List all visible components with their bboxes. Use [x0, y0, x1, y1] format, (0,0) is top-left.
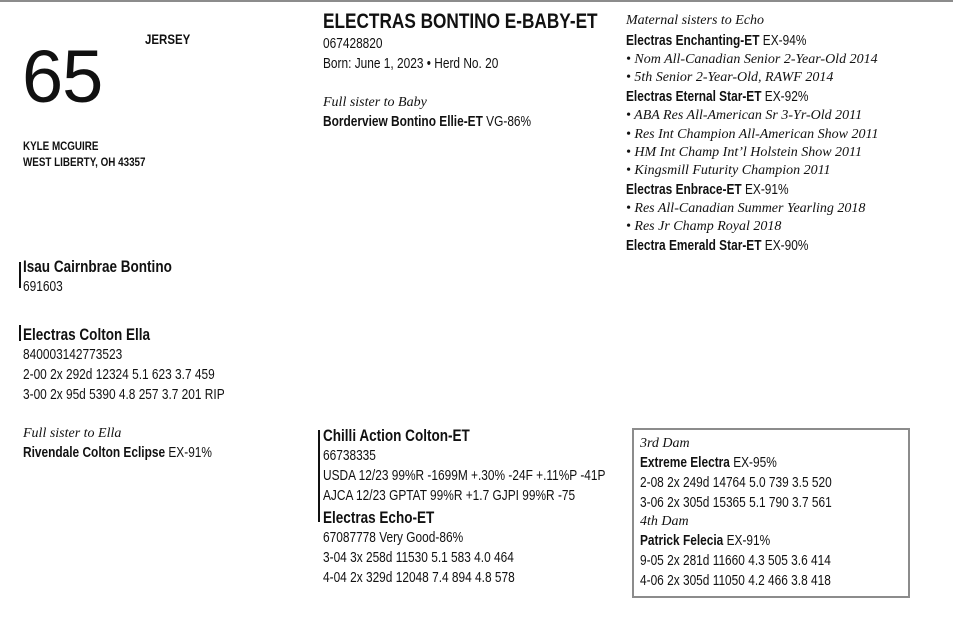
- dam-record-2: 3-00 2x 95d 5390 4.8 257 3.7 201 RIP: [23, 387, 225, 403]
- maternal-sister-3-note-1: • Res All-Canadian Summer Yearling 2018: [626, 201, 866, 216]
- dam-bracket: [19, 325, 21, 341]
- maternal-sister-3: [626, 180, 789, 200]
- maternal-sister-4: [626, 236, 808, 256]
- maternal-sister-1-name: Electras Enchanting-ET: [626, 33, 760, 49]
- consignor-location: WEST LIBERTY, OH 43357: [23, 155, 146, 169]
- maternal-sister-3-note-2: • Res Jr Champ Royal 2018: [626, 219, 782, 234]
- third-dam-line: [640, 453, 777, 473]
- mgs-reg: 66738335: [323, 448, 376, 464]
- fourth-dam-line: [640, 531, 770, 551]
- mgs-ajca: AJCA 12/23 GPTAT 99%R +1.7 GJPI 99%R -75: [323, 488, 576, 504]
- full-sister-ella-name: Rivendale Colton Eclipse: [23, 445, 166, 461]
- maternal-sister-2-note-1: • ABA Res All-American Sr 3-Yr-Old 2011: [626, 108, 863, 123]
- maternal-sister-4-grade: EX-90%: [761, 238, 809, 254]
- full-sister-ella-line: [23, 443, 212, 463]
- mgs-usda: USDA 12/23 99%R -1699M +.30% -24F +.11%P -41P: [323, 468, 606, 484]
- maternal-sister-2-note-2: • Res Int Champion All-American Show 2011: [626, 127, 879, 142]
- full-sister-baby-grade: VG-86%: [482, 114, 532, 130]
- third-dam-name: Extreme Electra: [640, 455, 730, 471]
- fourth-dam-name: Patrick Felecia: [640, 533, 724, 549]
- mgs-bracket: [318, 430, 320, 522]
- full-sister-ella-grade: EX-91%: [165, 445, 212, 461]
- animal-reg: 067428820: [323, 36, 383, 52]
- fourth-dam-record-1: 9-05 2x 281d 11660 4.3 505 3.6 414: [640, 553, 831, 569]
- maternal-sister-4-name: Electra Emerald Star-ET: [626, 238, 762, 254]
- third-dam-grade: EX-95%: [729, 455, 777, 471]
- sire-reg: 691603: [23, 279, 63, 295]
- maternal-sister-2: [626, 87, 808, 107]
- animal-born: Born: June 1, 2023 • Herd No. 20: [323, 56, 499, 72]
- maternal-sister-2-name: Electras Eternal Star-ET: [626, 89, 762, 105]
- maternal-sister-2-note-4: • Kingsmill Futurity Champion 2011: [626, 163, 831, 178]
- fourth-dam-record-2: 4-06 2x 305d 11050 4.2 466 3.8 418: [640, 573, 831, 589]
- mgs-name: Chilli Action Colton-ET: [323, 427, 470, 445]
- dam-reg: 840003142773523: [23, 347, 123, 363]
- dam-record-1: 2-00 2x 292d 12324 5.1 623 3.7 459: [23, 367, 215, 383]
- granddam-name: Electras Echo-ET: [323, 509, 435, 527]
- maternal-sister-2-grade: EX-92%: [761, 89, 809, 105]
- full-sister-baby-name: Borderview Bontino Ellie-ET: [323, 114, 483, 130]
- maternal-sister-1-note-1: • Nom All-Canadian Senior 2-Year-Old 2014: [626, 52, 878, 67]
- granddam-record-1: 3-04 3x 258d 11530 5.1 583 4.0 464: [323, 550, 514, 566]
- full-sister-baby-line: [323, 112, 531, 132]
- granddam-record-2: 4-04 2x 329d 12048 7.4 894 4.8 578: [323, 570, 515, 586]
- fourth-dam-grade: EX-91%: [723, 533, 771, 549]
- dam-name: Electras Colton Ella: [23, 326, 151, 344]
- breed-label: JERSEY: [145, 31, 191, 47]
- fourth-dam-heading: 4th Dam: [640, 514, 689, 529]
- full-sister-baby-heading: Full sister to Baby: [323, 95, 427, 110]
- sire-bracket: [19, 262, 21, 288]
- maternal-sister-2-note-3: • HM Int Champ Int’l Holstein Show 2011: [626, 145, 863, 160]
- maternal-sister-1-grade: EX-94%: [759, 33, 807, 49]
- maternal-sister-1-note-2: • 5th Senior 2-Year-Old, RAWF 2014: [626, 70, 834, 85]
- top-rule: [0, 0, 953, 2]
- granddam-grade-line: 67087778 Very Good-86%: [323, 530, 464, 546]
- animal-name: ELECTRAS BONTINO E-BABY-ET: [323, 10, 598, 33]
- third-dam-heading: 3rd Dam: [640, 436, 690, 451]
- lot-number: 65: [22, 35, 103, 118]
- maternal-sister-3-grade: EX-91%: [741, 182, 789, 198]
- third-dam-record-2: 3-06 2x 305d 15365 5.1 790 3.7 561: [640, 495, 832, 511]
- full-sister-ella-heading: Full sister to Ella: [23, 426, 122, 441]
- maternal-sister-3-name: Electras Enbrace-ET: [626, 182, 742, 198]
- third-dam-record-1: 2-08 2x 249d 14764 5.0 739 3.5 520: [640, 475, 832, 491]
- maternal-heading: Maternal sisters to Echo: [626, 13, 765, 28]
- sire-name: Isau Cairnbrae Bontino: [23, 258, 172, 276]
- consignor-name: KYLE MCGUIRE: [23, 139, 99, 153]
- maternal-sister-1: [626, 31, 806, 51]
